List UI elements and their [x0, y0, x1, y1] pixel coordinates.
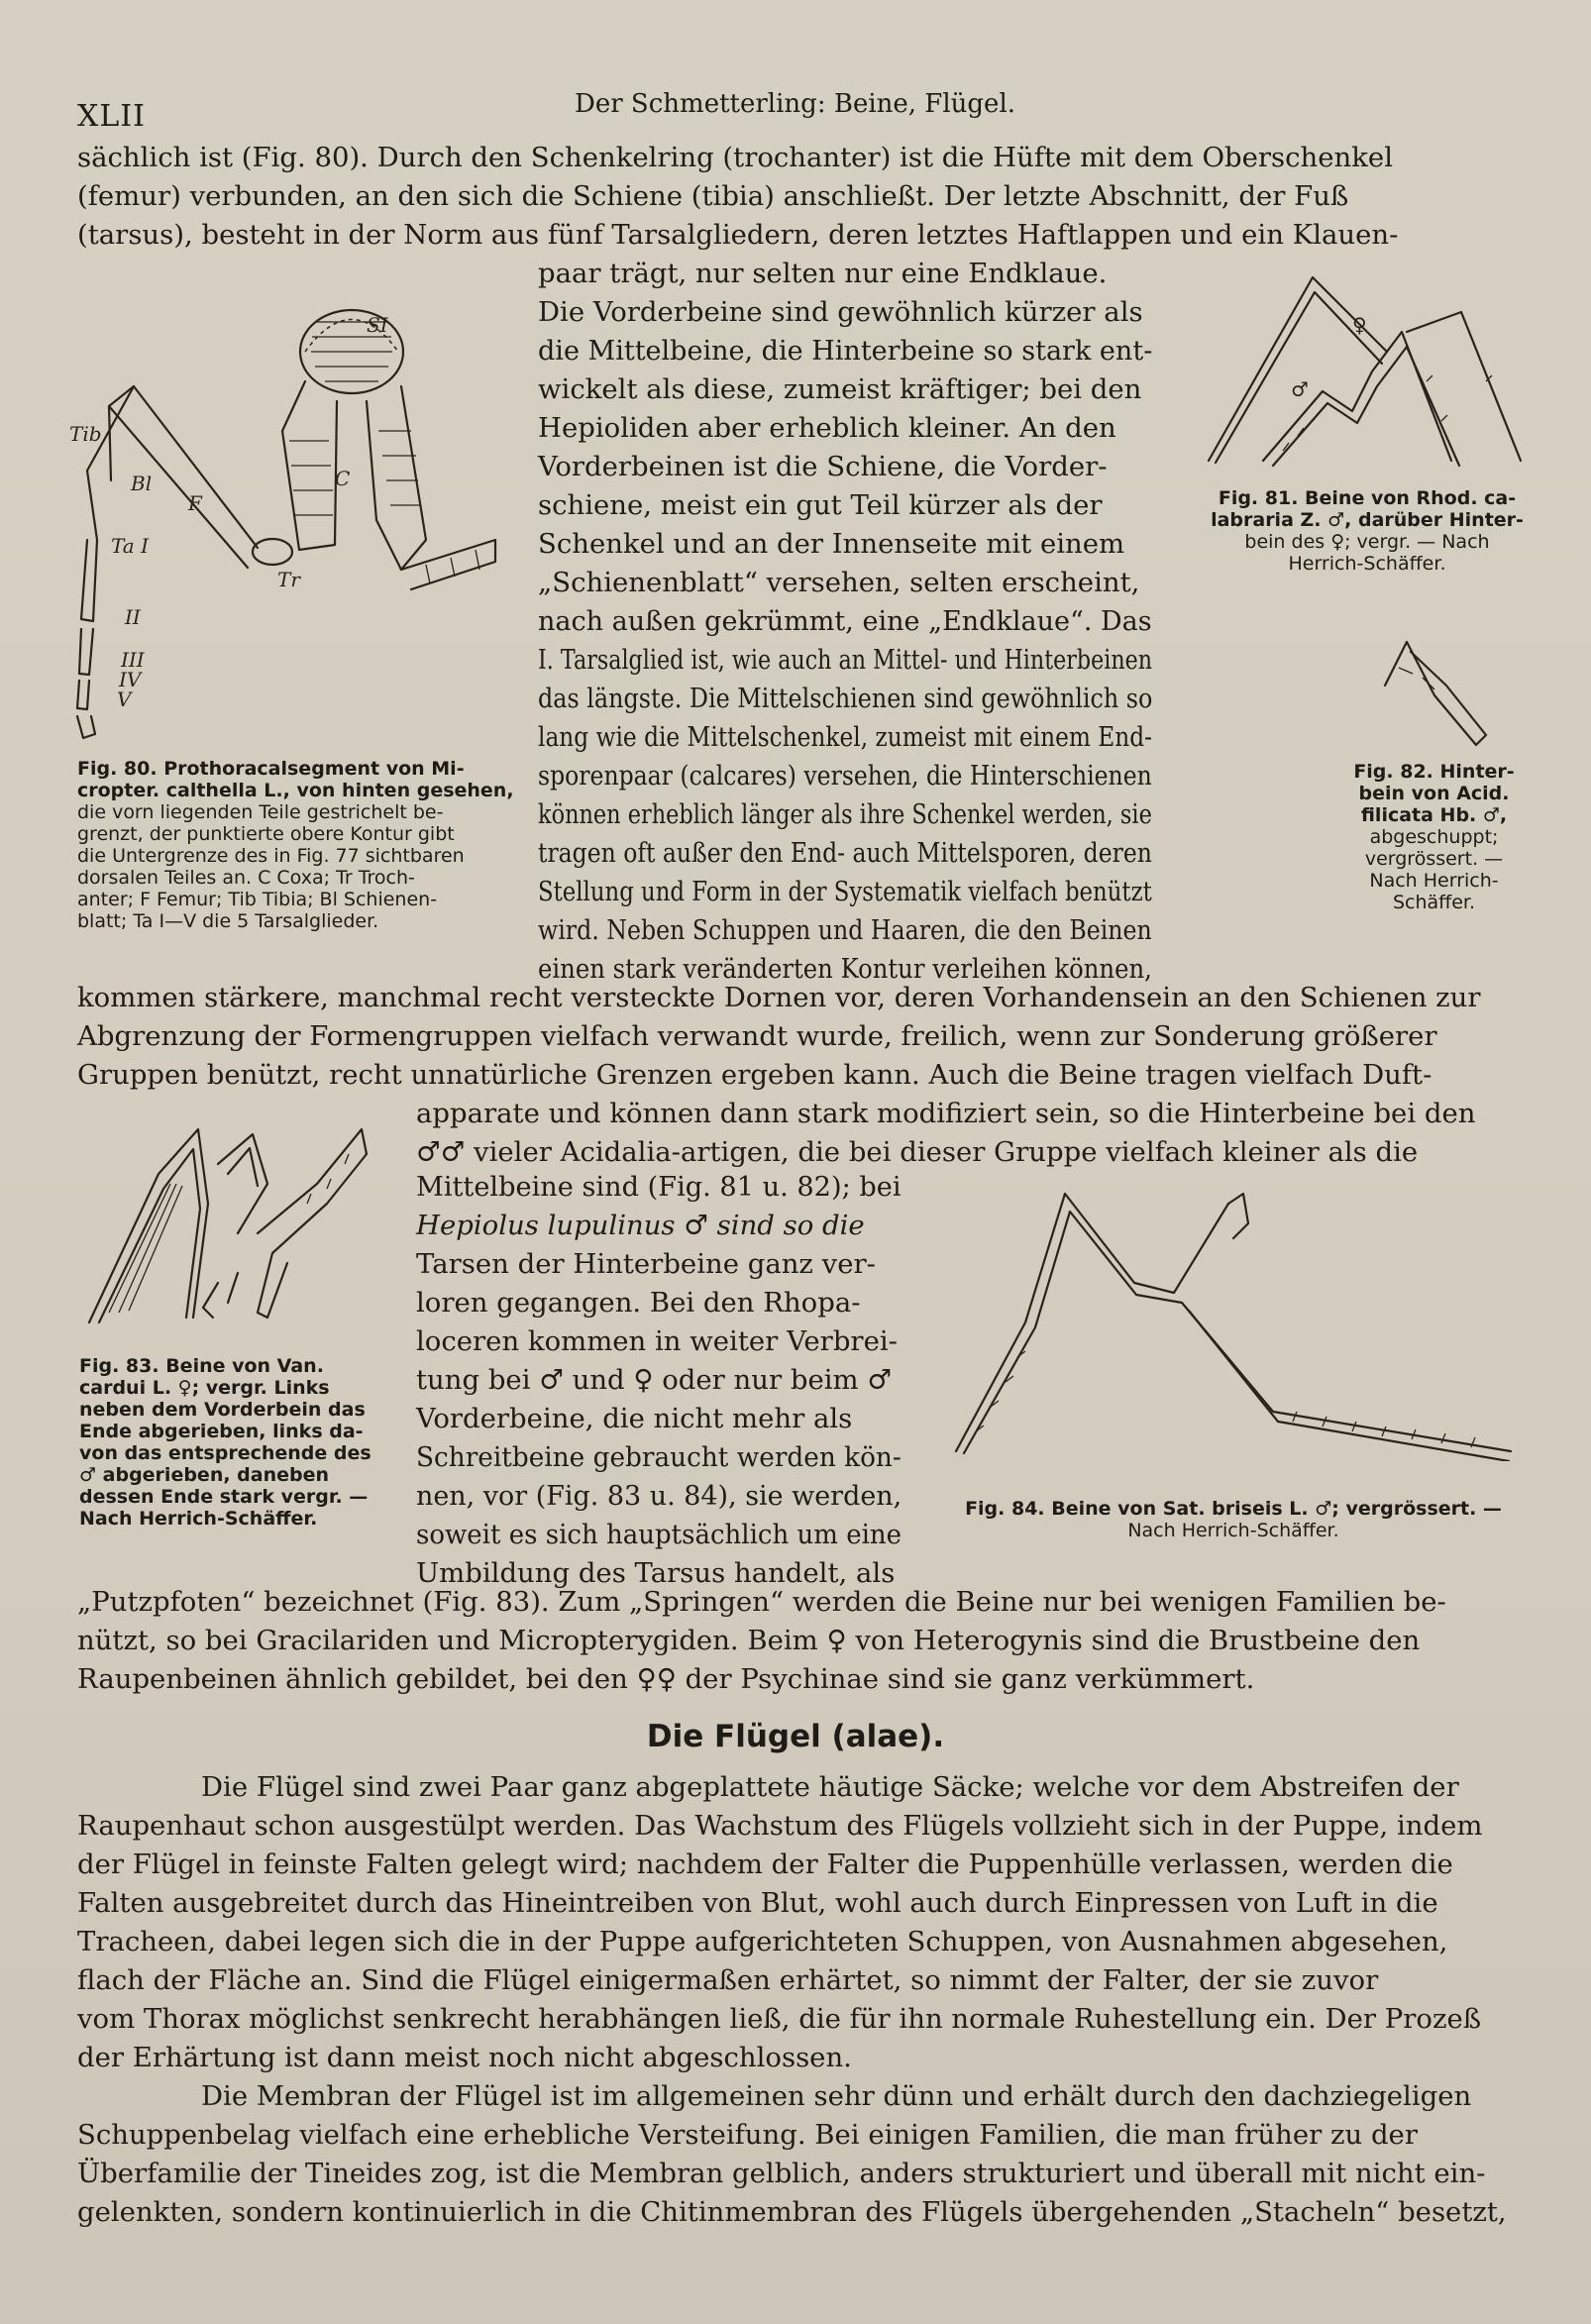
text-line: Stellung und Form in der Systematik vielfach benützt — [538, 876, 1152, 907]
text-line: gelenkten, sondern kontinuierlich in die Chitinmembran des Flügels übergehenden „Stacheln“ besetzt, — [77, 2196, 1507, 2228]
caption-line: filicata Hb. ♂, — [1360, 804, 1508, 826]
text-line: Abgrenzung der Formengruppen vielfach verwandt wurde, freilich, wenn zur Sonderung größerer — [77, 1020, 1437, 1052]
text-line: tragen oft außer den End- auch Mittelsporen, deren — [538, 837, 1152, 869]
caption-line: Ende abgerieben, links da- — [79, 1421, 364, 1442]
running-head: Der Schmetterling: Beine, Flügel. — [575, 89, 1016, 119]
full-paragraph-2 — [77, 1583, 1519, 1699]
caption-line: abgeschuppt; — [1369, 826, 1499, 848]
text-line: einen stark veränderten Kontur verleihen können, — [538, 953, 1152, 985]
text-line: kommen stärkere, manchmal recht versteckte Dornen vor, deren Vorhandensein an den Schienen zur — [77, 982, 1481, 1013]
fig81-label-female: ♀ — [1352, 313, 1367, 337]
caption-line: Fig. 80. Prothoracalsegment von Mi- — [77, 758, 465, 780]
text-line: loren gegangen. Bei den Rhopa- — [416, 1287, 861, 1319]
fig83-illustration — [79, 1124, 376, 1327]
text-line: Raupenhaut schon ausgestülpt werden. Das Wachstum des Flügels vollzieht sich in der Puppe, indem — [77, 1810, 1483, 1842]
fig81-caption — [1189, 487, 1545, 575]
text-line: (femur) verbunden, an den sich die Schiene (tibia) anschließt. Der letzte Abschnitt, der Fuß — [77, 180, 1349, 212]
caption-line: neben dem Vorderbein das — [79, 1399, 366, 1421]
text-line: sächlich ist (Fig. 80). Durch den Schenkelring (trochanter) ist die Hüfte mit dem Oberschenkel — [77, 142, 1393, 173]
caption-line: die vorn liegenden Teile gestrichelt be- — [77, 801, 444, 823]
caption-line: labraria Z. ♂, darüber Hinter- — [1211, 509, 1524, 531]
text-line: loceren kommen in weiter Verbrei- — [416, 1325, 898, 1357]
text-line: paar trägt, nur selten nur eine Endklaue. — [538, 258, 1108, 289]
caption-line: Fig. 82. Hinter- — [1353, 761, 1515, 783]
caption-line: Schäffer. — [1392, 892, 1476, 913]
caption-line: grenzt, der punktierte obere Kontur gibt — [77, 823, 455, 845]
text-line: „Schienenblatt“ versehen, selten erscheint, — [538, 567, 1140, 598]
text-line: I. Tarsalglied ist, wie auch an Mittel- und Hinterbeinen — [538, 644, 1153, 676]
text-line: apparate und können dann stark modifiziert sein, so die Hinterbeine bei den — [416, 1098, 1476, 1129]
caption-line: Fig. 83. Beine von Van. — [79, 1355, 324, 1377]
text-line: wird. Neben Schuppen und Haaren, die den Beinen — [538, 914, 1152, 946]
text-line: Hepiolus lupulinus ♂ sind so die — [416, 1210, 865, 1241]
fig80-label-iv: IV — [119, 668, 142, 691]
caption-line: von das entsprechende des — [79, 1442, 371, 1464]
text-line: schiene, meist ein gut Teil kürzer als der — [538, 489, 1103, 521]
text-line: der Erhärtung ist dann meist noch nicht abgeschlossen. — [77, 2042, 852, 2073]
fig80-label-c: C — [335, 467, 351, 490]
text-line: nen, vor (Fig. 83 u. 84), sie werden, — [416, 1480, 902, 1512]
text-line: Hepioliden aber erheblich kleiner. An den — [538, 412, 1116, 444]
fig80-illustration — [69, 292, 505, 748]
text-line: vom Thorax möglichst senkrecht herabhängen ließ, die für ihn normale Ruhestellung ein. Der Prozeß — [77, 2003, 1482, 2035]
text-line: Überfamilie der Tineides zog, ist die Membran gelblich, anders strukturiert und überall mit nicht ein- — [77, 2158, 1486, 2189]
text-line: Tracheen, dabei legen sich die in der Puppe aufgerichteten Schuppen, von Ausnahmen abgesehen, — [77, 1926, 1448, 1957]
page-number: XLII — [77, 99, 146, 134]
caption-line: Herrich-Schäffer. — [1288, 553, 1446, 575]
text-line: Falten ausgebreitet durch das Hineintreiben von Blut, wohl auch durch Einpressen von Luft in die — [77, 1887, 1438, 1919]
fig80-label-iii: III — [121, 648, 145, 672]
fig80-caption — [77, 758, 514, 932]
fig82-caption — [1342, 761, 1526, 913]
caption-line: Fig. 81. Beine von Rhod. ca- — [1218, 487, 1517, 509]
text-line: Die Membran der Flügel ist im allgemeinen sehr dünn und erhält durch den dachziegeligen — [201, 2080, 1472, 2112]
section-heading: Die Flügel (alae). — [646, 1719, 945, 1754]
fig80-label-v: V — [117, 687, 132, 711]
caption-line: Nach Herrich-Schäffer. — [79, 1508, 318, 1530]
narrow-paragraph — [416, 1168, 902, 1593]
text-line: sporenpaar (calcares) versehen, die Hinterschienen — [538, 760, 1152, 792]
text-line: Schenkel und an der Innenseite mit einem — [538, 528, 1125, 560]
text-line: Umbildung des Tarsus handelt, als — [416, 1557, 896, 1589]
middle-paragraph — [538, 255, 1152, 989]
full-paragraph-1 — [77, 979, 1519, 1095]
text-line: lang wie die Mittelschenkel, zumeist mit einem End- — [538, 721, 1153, 753]
fig81-illustration — [1204, 272, 1531, 471]
caption-line: vergrössert. — — [1364, 848, 1504, 870]
caption-line: bein von Acid. — [1358, 783, 1510, 804]
fig80-label-tib: Tib — [69, 422, 102, 446]
fig80-label-f: F — [188, 491, 202, 515]
text-line: der Flügel in feinste Falten gelegt wird; nachdem der Falter die Puppenhülle verlassen, werden die — [77, 1849, 1453, 1880]
caption-line: Nach Herrich-Schäffer. — [1127, 1520, 1339, 1541]
text-line: Die Flügel sind zwei Paar ganz abgeplattete häutige Säcke; welche vor dem Abstreifen der — [201, 1771, 1459, 1803]
text-line: ♂♂ vieler Acidalia-artigen, die bei dieser Gruppe vielfach kleiner als die — [416, 1136, 1419, 1168]
caption-line: dessen Ende stark vergr. — — [79, 1486, 369, 1508]
text-line: Tarsen der Hinterbeine ganz ver- — [416, 1248, 876, 1280]
section-paragraph — [77, 1768, 1519, 2232]
text-line: „Putzpfoten“ bezeichnet (Fig. 83). Zum „Springen“ werden die Beine nur bei wenigen Familien be- — [77, 1586, 1446, 1618]
text-line: Die Vorderbeine sind gewöhnlich kürzer als — [538, 296, 1143, 328]
fig83-caption — [79, 1355, 371, 1530]
caption-line: cardui L. ♀; vergr. Links — [79, 1377, 330, 1399]
right-paragraph — [416, 1095, 1526, 1172]
fig80-label-ii: II — [125, 605, 141, 629]
caption-line: ♂ abgerieben, daneben — [79, 1464, 330, 1486]
fig80-label-tr: Tr — [277, 568, 300, 591]
fig82-illustration — [1377, 634, 1496, 753]
text-line: nach außen gekrümmt, eine „Endklaue“. Das — [538, 605, 1152, 637]
fig84-illustration — [946, 1184, 1521, 1461]
fig84-caption — [936, 1498, 1531, 1541]
text-line: Schreitbeine gebraucht werden kön- — [416, 1441, 902, 1473]
text-line: Raupenbeinen ähnlich gebildet, bei den ♀♀ der Psychinae sind sie ganz verkümmert. — [77, 1663, 1255, 1695]
text-line: Schuppenbelag vielfach eine erhebliche Versteifung. Bei einigen Familien, die man früher zu der — [77, 2119, 1418, 2151]
caption-line: dorsalen Teiles an. C Coxa; Tr Troch- — [77, 867, 415, 889]
text-line: die Mittelbeine, die Hinterbeine so stark ent- — [538, 335, 1153, 367]
caption-line: die Untergrenze des in Fig. 77 sichtbaren — [77, 845, 465, 867]
caption-line: bein des ♀; vergr. — Nach — [1244, 531, 1490, 553]
text-line: tung bei ♂ und ♀ oder nur beim ♂ — [416, 1364, 893, 1396]
text-line: Vorderbeine, die nicht mehr als — [416, 1403, 853, 1434]
text-line: Gruppen benützt, recht unnatürliche Grenzen ergeben kann. Auch die Beine tragen vielfach Duft- — [77, 1059, 1432, 1091]
fig80-label-si: SI — [367, 313, 388, 337]
text-line: Mittelbeine sind (Fig. 81 u. 82); bei — [416, 1171, 902, 1203]
caption-line: Nach Herrich- — [1369, 870, 1499, 892]
fig80-label-tai: Ta I — [111, 534, 149, 558]
text-line: das längste. Die Mittelschienen sind gewöhnlich so — [538, 683, 1153, 714]
text-line: soweit es sich hauptsächlich um eine — [416, 1519, 902, 1550]
caption-line: anter; F Femur; Tib Tibia; Bl Schienen- — [77, 889, 438, 910]
intro-paragraph — [77, 139, 1519, 255]
text-line: nützt, so bei Gracilariden und Micropterygiden. Beim ♀ von Heterogynis sind die Brustbeine den — [77, 1625, 1421, 1656]
caption-line: Fig. 84. Beine von Sat. briseis L. ♂; vergrössert. — — [965, 1498, 1502, 1520]
caption-line: cropter. calthella L., von hinten gesehen, — [77, 780, 514, 801]
fig80-label-bl: Bl — [131, 472, 153, 495]
text-line: wickelt als diese, zumeist kräftiger; bei den — [538, 373, 1142, 405]
text-line: (tarsus), besteht in der Norm aus fünf Tarsalgliedern, deren letztes Haftlappen und ein Klauen- — [77, 219, 1399, 251]
text-line: flach der Fläche an. Sind die Flügel einigermaßen erhärtet, so nimmt der Falter, der sie zuvor — [77, 1964, 1379, 1996]
fig81-label-male: ♂ — [1291, 377, 1309, 401]
text-line: Vorderbeinen ist die Schiene, die Vorder- — [538, 451, 1108, 482]
caption-line: blatt; Ta I—V die 5 Tarsalglieder. — [77, 910, 379, 932]
text-line: können erheblich länger als ihre Schenkel werden, sie — [538, 798, 1152, 830]
